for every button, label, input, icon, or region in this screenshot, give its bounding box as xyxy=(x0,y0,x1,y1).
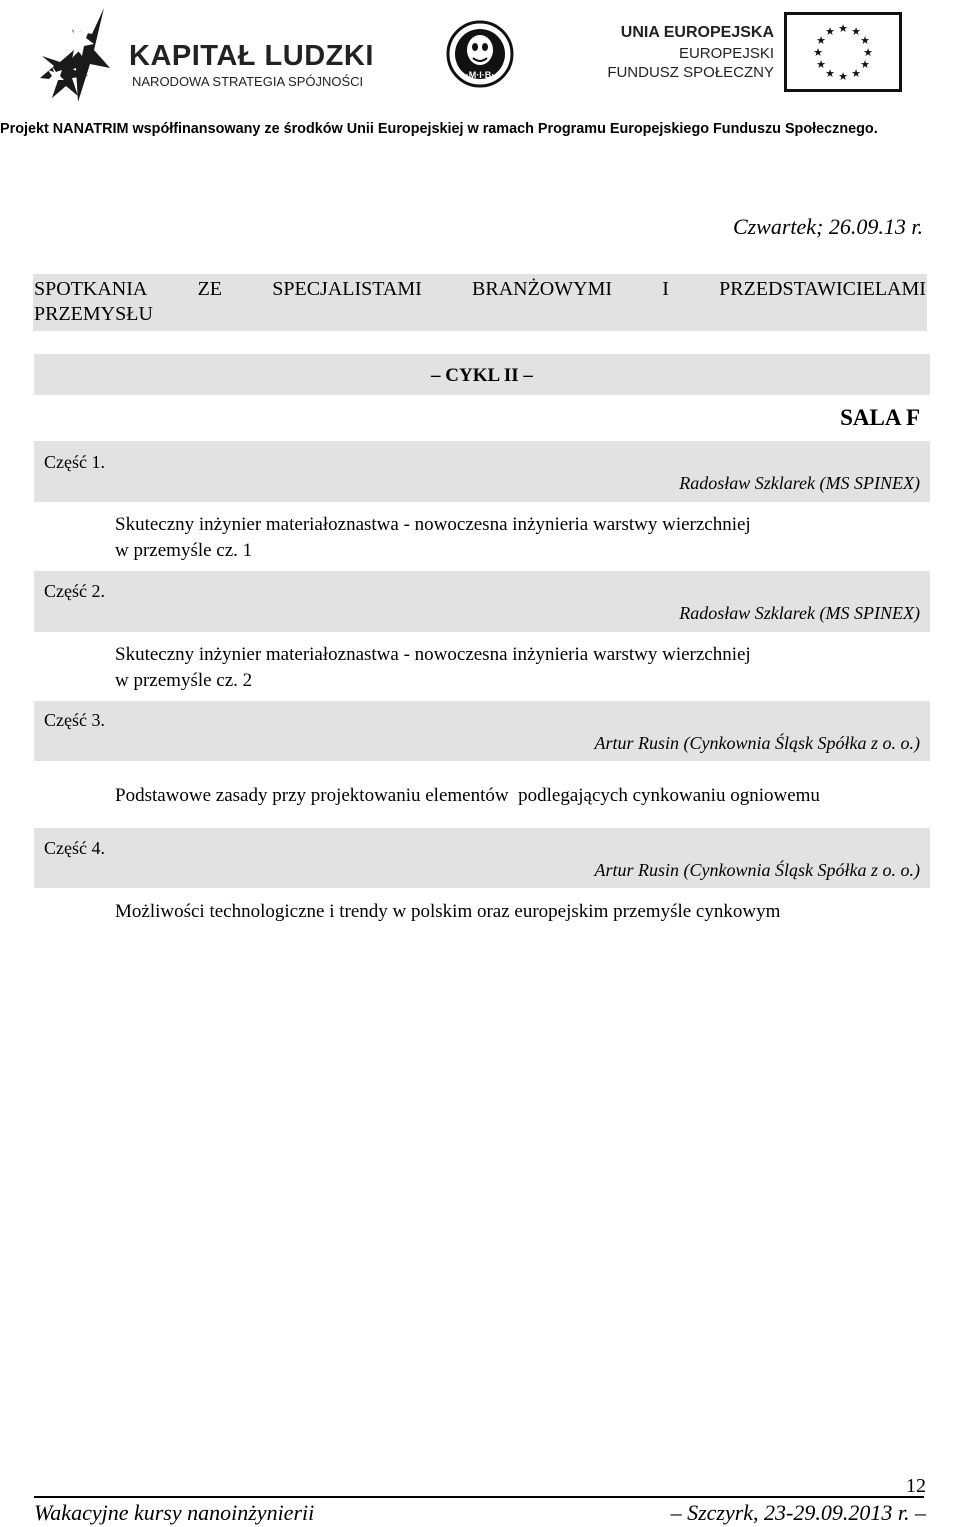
emblem-logo xyxy=(446,20,514,90)
topic-line: Podstawowe zasady przy projektowaniu elementów podlegających cynkowaniu ogniowemu xyxy=(115,785,820,806)
title-word: BRANŻOWYMI xyxy=(472,278,613,300)
svg-text:★: ★ xyxy=(816,34,826,47)
eu-flag-icon xyxy=(784,12,902,92)
footer-right: – Szczyrk, 23-29.09.2013 r. – xyxy=(670,1500,926,1525)
speaker-name: Radosław Szklarek (MS SPINEX) xyxy=(679,603,920,623)
svg-text:★: ★ xyxy=(838,70,848,83)
topic-title xyxy=(115,899,935,925)
footer-rule xyxy=(34,1496,924,1498)
title-word: SPECJALISTAMI xyxy=(272,278,422,300)
eu-line2: EUROPEJSKI xyxy=(678,45,774,62)
footer-left: Wakacyjne kursy nanoinżynierii xyxy=(34,1500,315,1525)
kapital-ludzki-title: KAPITAŁ LUDZKI xyxy=(129,40,374,72)
emblem-text: ·M·I·B· xyxy=(465,70,495,80)
cycle-band xyxy=(34,354,930,395)
svg-text:★: ★ xyxy=(825,25,835,38)
part-label: Część 4. xyxy=(44,838,105,858)
title-word: I xyxy=(662,278,669,300)
section-title-line2: PRZEMYSŁU xyxy=(34,303,153,325)
kapital-ludzki-logo xyxy=(32,6,377,114)
eu-title: UNIA EUROPEJSKA xyxy=(620,24,774,41)
part-label: Część 3. xyxy=(44,710,105,730)
project-line: Projekt NANATRIM współfinansowany ze środków Unii Europejskiej w ramach Programu Europejskiego Funduszu Społecznego. xyxy=(0,121,878,137)
cycle-label: – CYKL II – xyxy=(431,365,533,386)
eu-logo xyxy=(607,12,904,94)
speaker-name: Artur Rusin (Cynkownia Śląsk Spółka z o. o.) xyxy=(594,860,920,880)
date-line: Czwartek; 26.09.13 r. xyxy=(732,214,923,239)
section-title-line1 xyxy=(34,278,926,301)
part-label: Część 2. xyxy=(44,581,105,601)
svg-text:★: ★ xyxy=(816,58,826,71)
title-word: PRZEDSTAWICIELAMI xyxy=(719,278,926,300)
svg-text:★: ★ xyxy=(851,25,861,38)
part-label: Część 1. xyxy=(44,452,105,472)
topic-line: Skuteczny inżynier materiałoznastwa - nowoczesna inżynieria warstwy wierzchniej xyxy=(115,644,751,665)
topic-title xyxy=(115,512,875,564)
topic-line: w przemyśle cz. 1 xyxy=(115,540,253,561)
kapital-ludzki-subtitle: NARODOWA STRATEGIA SPÓJNOŚCI xyxy=(132,74,364,89)
topic-line: Możliwości technologiczne i trendy w polskim oraz europejskim przemyśle cynkowym xyxy=(115,901,781,922)
page-number: 12 xyxy=(906,1475,926,1497)
topic-line: w przemyśle cz. 2 xyxy=(115,670,253,691)
title-word: SPOTKANIA xyxy=(34,278,148,300)
svg-text:★: ★ xyxy=(863,46,873,59)
svg-text:★: ★ xyxy=(825,67,835,80)
section-title-band xyxy=(33,274,927,331)
topic-title xyxy=(115,642,875,694)
speaker-name: Radosław Szklarek (MS SPINEX) xyxy=(679,473,920,493)
svg-text:★: ★ xyxy=(838,22,848,35)
kapital-ludzki-star-icon xyxy=(32,6,112,112)
title-word: ZE xyxy=(197,278,223,300)
eu-line3: FUNDUSZ SPOŁECZNY xyxy=(607,64,774,81)
room-label: SALA F xyxy=(840,405,920,430)
topic-title xyxy=(115,783,935,809)
topic-line: Skuteczny inżynier materiałoznastwa - nowoczesna inżynieria warstwy wierzchniej xyxy=(115,514,751,535)
speaker-name: Artur Rusin (Cynkownia Śląsk Spółka z o. o.) xyxy=(594,733,920,753)
svg-text:★: ★ xyxy=(860,34,870,47)
svg-text:★: ★ xyxy=(851,67,861,80)
svg-text:★: ★ xyxy=(860,58,870,71)
svg-text:★: ★ xyxy=(813,46,823,59)
